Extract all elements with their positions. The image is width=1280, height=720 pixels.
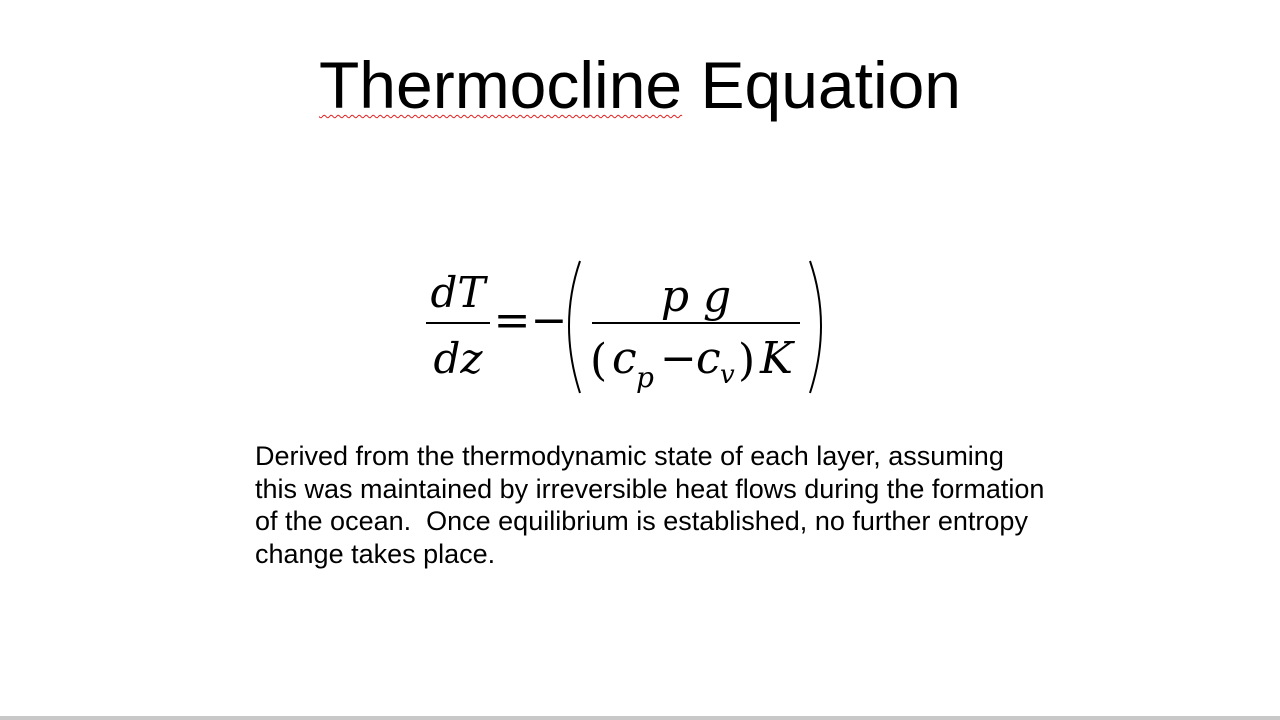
- thermocline-equation[interactable]: [420, 255, 840, 405]
- body-line-4: change takes place.: [255, 538, 496, 569]
- slide-title[interactable]: [319, 44, 961, 126]
- title-word-equation: Equation: [682, 48, 962, 122]
- den-close-paren: ): [738, 335, 756, 386]
- lhs-denominator: dz: [433, 334, 483, 383]
- body-text-box[interactable]: [255, 440, 1125, 570]
- lhs-numerator: dT: [430, 268, 486, 317]
- big-left-paren: [569, 261, 580, 393]
- den-c-p: c: [612, 333, 637, 384]
- den-subscript-p: p: [636, 361, 654, 394]
- den-minus: −: [660, 333, 697, 384]
- den-subscript-v: v: [720, 360, 735, 390]
- equation-graphic: [420, 255, 840, 405]
- body-line-3: of the ocean. Once equilibrium is established, no further entropy: [255, 506, 1028, 536]
- title-container: [0, 44, 1280, 126]
- minus-sign: −: [530, 295, 568, 346]
- den-k: K: [760, 333, 793, 384]
- body-line-1: Derived from the thermodynamic state of each layer, assuming: [255, 441, 1004, 471]
- rhs-numerator: p g: [660, 271, 732, 322]
- den-open-paren: (: [590, 335, 608, 386]
- equals-sign: =: [493, 295, 531, 346]
- den-c-v: c: [696, 333, 721, 384]
- big-right-paren: [810, 261, 821, 393]
- title-misspelled-word: Thermocline: [318, 48, 683, 122]
- body-line-2: this was maintained by irreversible heat flows during the formation: [255, 473, 1045, 504]
